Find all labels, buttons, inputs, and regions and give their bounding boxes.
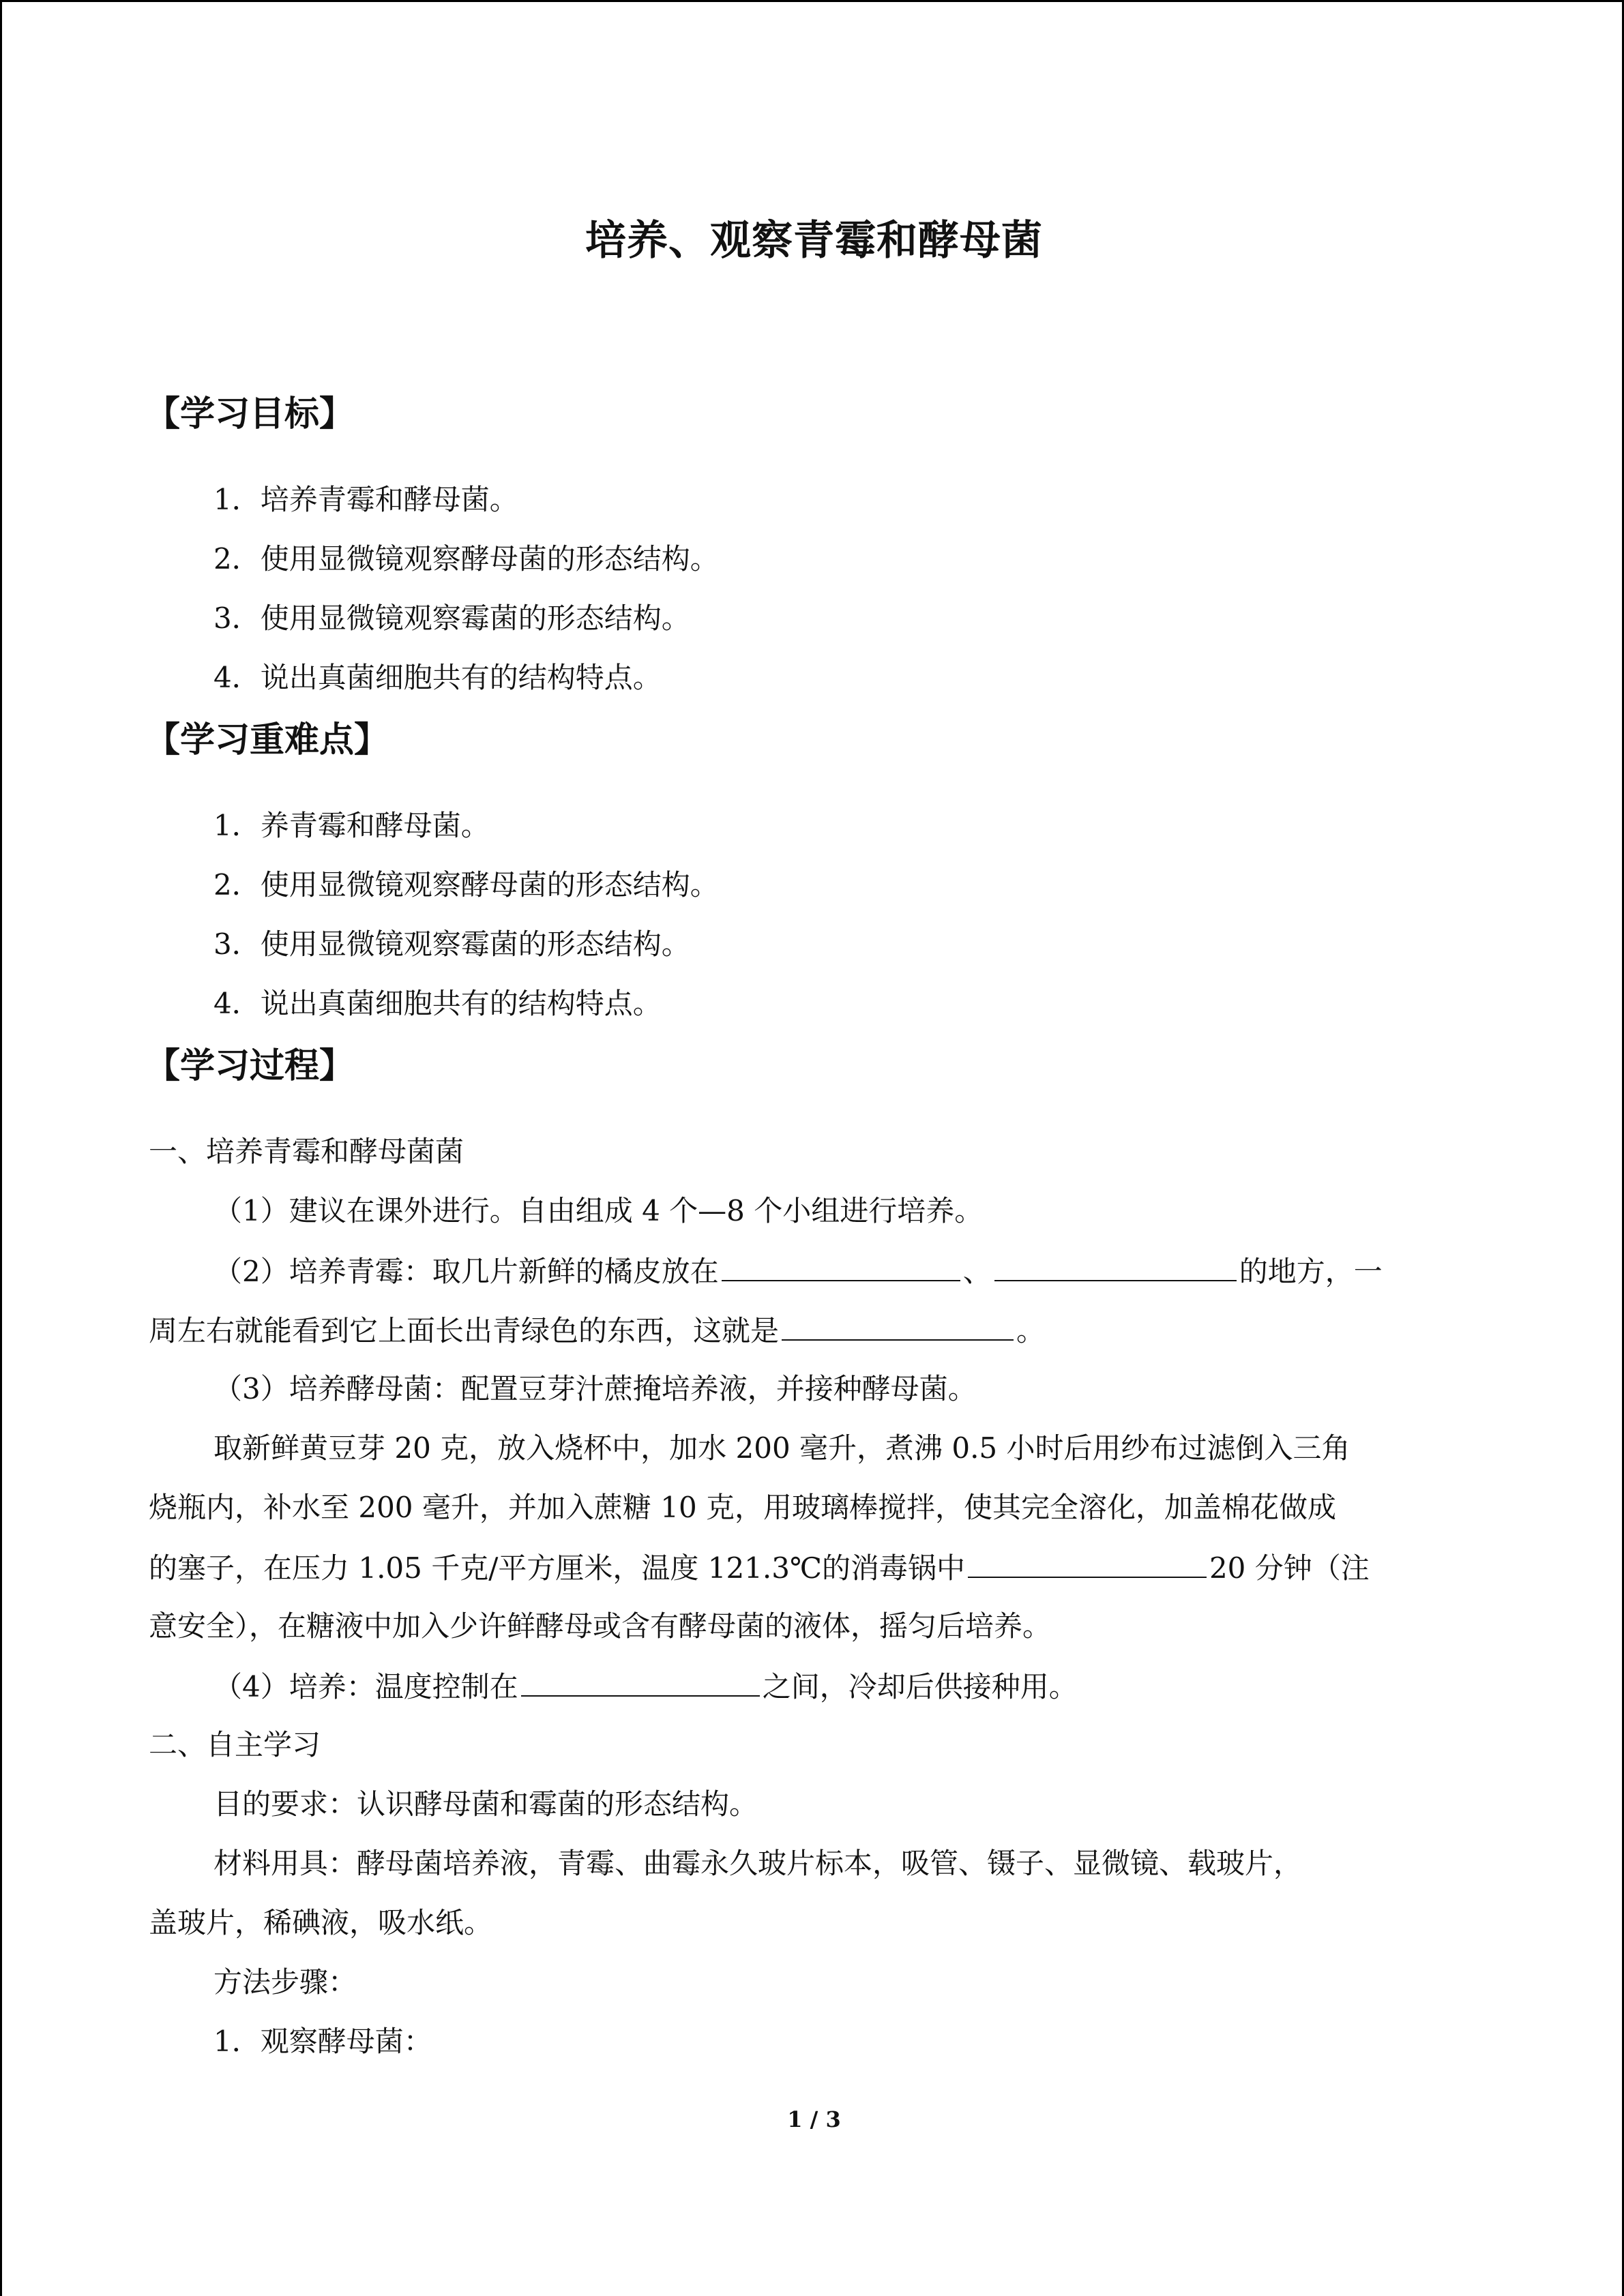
paragraph-p4-line3 (149, 1547, 1370, 1589)
text-segment: 。 (1016, 1314, 1046, 1347)
key-point-item: 1．养青霉和酵母菌。 (213, 809, 490, 842)
fill-in-blank[interactable] (968, 1547, 1207, 1578)
paragraph-aim: 目的要求：认识酵母菌和霉菌的形态结构。 (213, 1787, 758, 1821)
fill-in-blank[interactable] (994, 1250, 1237, 1281)
paragraph-p4-line4: 意安全），在糖液中加入少许鲜酵母或含有酵母菌的液体，摇匀后培养。 (149, 1609, 1052, 1643)
goal-item: 1．培养青霉和酵母菌。 (213, 483, 518, 516)
part1-title: 一、培养青霉和酵母菌菌 (149, 1135, 464, 1168)
goal-item: 4．说出真菌细胞共有的结构特点。 (213, 661, 662, 694)
text-segment: 的地方，一 (1239, 1255, 1383, 1288)
key-point-item: 2．使用显微镜观察酵母菌的形态结构。 (213, 868, 719, 901)
section-heading-key-points: 【学习重难点】 (145, 720, 389, 760)
section-heading-goals: 【学习目标】 (145, 394, 355, 434)
paragraph-p2-line2 (149, 1309, 1045, 1352)
goal-item: 3．使用显微镜观察霉菌的形态结构。 (213, 601, 690, 635)
key-point-item: 3．使用显微镜观察霉菌的形态结构。 (213, 927, 690, 961)
paragraph-p2-line1 (213, 1250, 1383, 1292)
text-segment: 、 (962, 1255, 992, 1288)
paragraph-method: 方法步骤： (213, 1965, 357, 1999)
fill-in-blank[interactable] (782, 1309, 1014, 1341)
paragraph-p3: （3）培养酵母菌：配置豆芽汁蔗掩培养液，并接种酵母菌。 (213, 1372, 977, 1405)
key-point-item: 4．说出真菌细胞共有的结构特点。 (213, 987, 662, 1020)
paragraph-p5 (213, 1665, 1078, 1708)
paragraph-materials-line1: 材料用具：酵母菌培养液，青霉、曲霉永久玻片标本，吸管、镊子、显微镜、载玻片， (213, 1847, 1303, 1880)
paragraph-step1: 1．观察酵母菌： (213, 2025, 432, 2058)
fill-in-blank[interactable] (521, 1665, 760, 1697)
text-segment: （4）培养：温度控制在 (213, 1670, 518, 1703)
paragraph-p4-line2: 烧瓶内，补水至 200 毫升，并加入蔗糖 10 克，用玻璃棒搅拌，使其完全溶化，加盖棉花做成 (149, 1491, 1337, 1524)
document-title: 培养、观察青霉和酵母菌 (585, 217, 1043, 265)
goal-item: 2．使用显微镜观察酵母菌的形态结构。 (213, 542, 719, 576)
section-heading-process: 【学习过程】 (145, 1046, 355, 1086)
paragraph-p1: （1）建议在课外进行。自由组成 4 个—8 个小组进行培养。 (213, 1194, 984, 1227)
text-segment: 之间，冷却后供接种用。 (762, 1670, 1078, 1703)
text-segment: （2）培养青霉：取几片新鲜的橘皮放在 (213, 1255, 719, 1288)
paragraph-p4-line1: 取新鲜黄豆芽 20 克，放入烧杯中，加水 200 毫升，煮沸 0.5 小时后用纱布过滤倒入三角 (213, 1431, 1350, 1465)
text-segment: 的塞子，在压力 1.05 千克/平方厘米，温度 121.3℃的消毒锅中 (149, 1551, 965, 1585)
page-number: 1 / 3 (787, 2106, 841, 2132)
text-segment: 20 分钟（注 (1209, 1551, 1370, 1585)
fill-in-blank[interactable] (722, 1250, 960, 1281)
paragraph-materials-line2: 盖玻片，稀碘液，吸水纸。 (149, 1906, 493, 1939)
text-segment: 周左右就能看到它上面长出青绿色的东西，这就是 (149, 1314, 780, 1347)
part2-title: 二、自主学习 (149, 1728, 321, 1761)
